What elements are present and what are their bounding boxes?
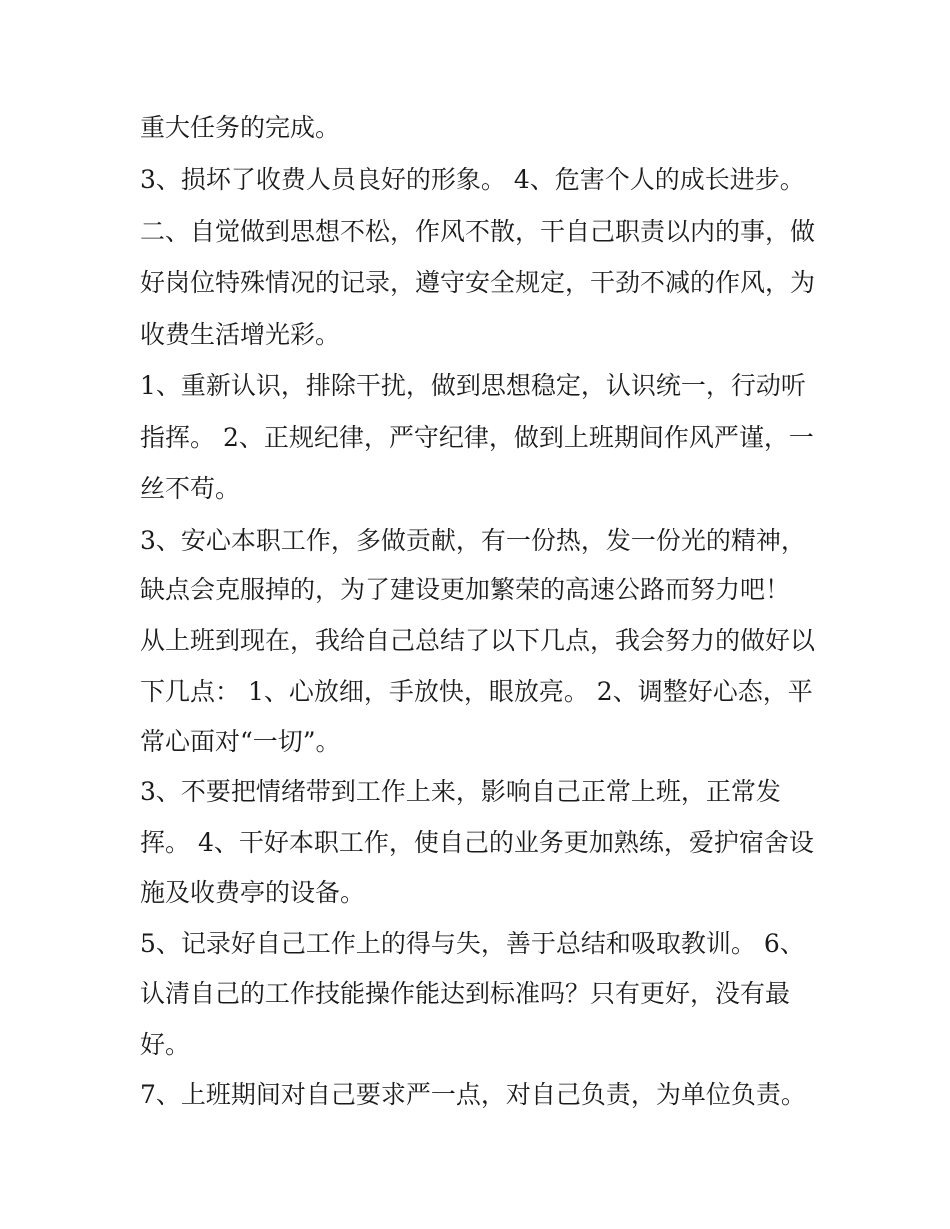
text-line: 3、损坏了收费人员良好的形象。 4、危害个人的成长进步。 (140, 165, 805, 194)
text-line: 从上班到现在，我给自己总结了以下几点，我会努力的做好以 (140, 626, 816, 655)
text-line: 好岗位特殊情况的记录，遵守安全规定，干劲不减的作风，为 (140, 268, 816, 297)
text-line: 指挥。 2、正规纪律，严守纪律，做到上班期间作风严谨，一 (140, 423, 814, 452)
text-line: 7、上班期间对自己要求严一点，对自己负责，为单位负责。 (140, 1080, 806, 1109)
text-line: 二、自觉做到思想不松，作风不散，干自己职责以内的事，做 (140, 217, 816, 246)
text-line: 3、不要把情绪带到工作上来，影响自己正常上班，正常发 (140, 777, 781, 806)
text-line: 认清自己的工作技能操作能达到标准吗？只有更好，没有最 (140, 979, 791, 1008)
text-line: 收费生活增光彩。 (140, 320, 341, 349)
text-line: 施及收费亭的设备。 (140, 878, 366, 907)
text-line: 下几点： 1、心放细，手放快，眼放亮。 2、调整好心态，平 (140, 677, 813, 706)
text-line: 5、记录好自己工作上的得与失，善于总结和吸取教训。 6、 (140, 929, 805, 958)
text-line: 丝不苟。 (140, 474, 241, 503)
text-line: 好。 (140, 1030, 191, 1059)
text-line: 重大任务的完成。 (140, 113, 341, 142)
text-line: 挥。 4、干好本职工作，使自己的业务更加熟练，爱护宿舍设 (140, 828, 814, 857)
text-line: 1、重新认识，排除干扰，做到思想稳定，认识统一，行动听 (140, 371, 806, 400)
text-line: 常心面对“一切”。 (140, 727, 341, 756)
text-line: 缺点会克服掉的，为了建设更加繁荣的高速公路而努力吧！ (140, 575, 791, 604)
text-line: 3、安心本职工作，多做贡献，有一份热，发一份光的精神， (140, 526, 806, 555)
